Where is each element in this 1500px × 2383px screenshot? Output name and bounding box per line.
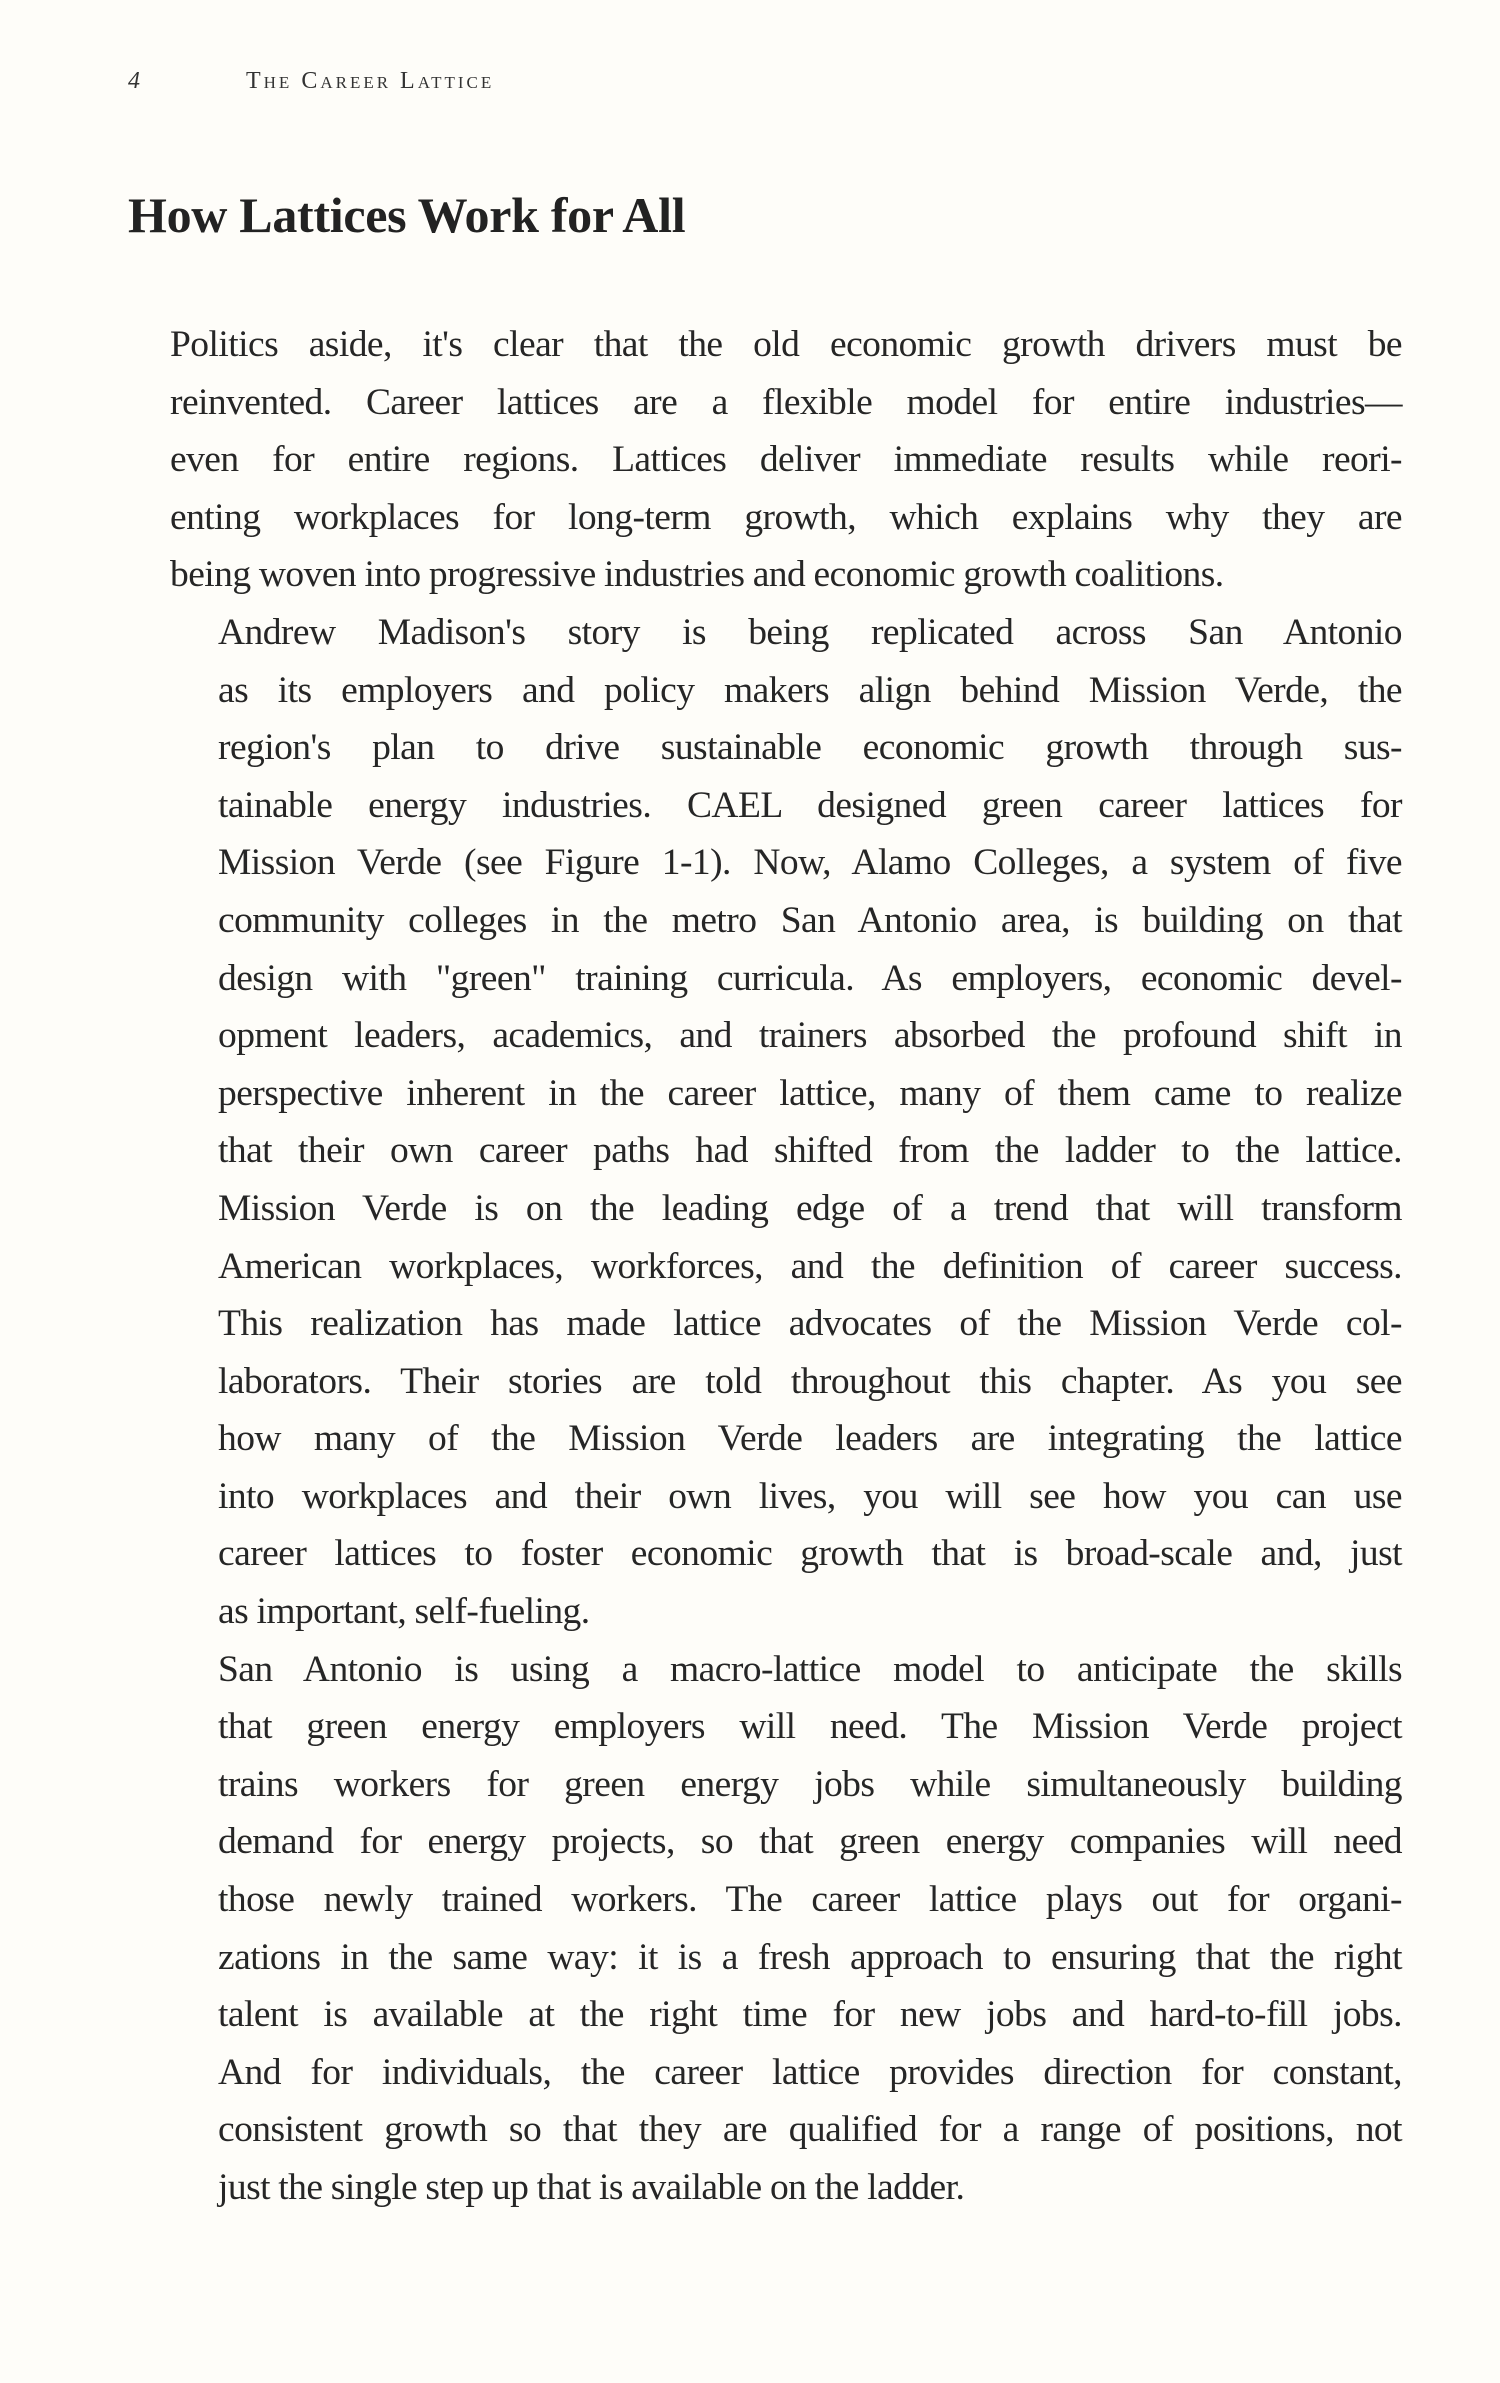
page-number: 4 xyxy=(128,68,140,94)
text-line: being woven into progressive industries and economic growth coalitions. xyxy=(170,554,1224,596)
text-line: into workplaces and their own lives, you will see how you can use xyxy=(218,1475,1402,1517)
paragraph xyxy=(170,1641,1402,2217)
text-line: San Antonio is using a macro-lattice model to anticipate the skills xyxy=(218,1648,1402,1690)
section-title: How Lattices Work for All xyxy=(128,187,686,243)
text-line: laborators. Their stories are told throughout this chapter. As you see xyxy=(218,1360,1402,1402)
text-line: trains workers for green energy jobs while simultaneously building xyxy=(218,1763,1402,1805)
text-line: those newly trained workers. The career lattice plays out for organi- xyxy=(218,1879,1402,1921)
text-line: Mission Verde is on the leading edge of a trend that will transform xyxy=(218,1187,1402,1229)
text-line: region's plan to drive sustainable economic growth through sus- xyxy=(218,727,1402,769)
text-line: as its employers and policy makers align behind Mission Verde, the xyxy=(218,669,1402,711)
text-line: perspective inherent in the career lattice, many of them came to realize xyxy=(218,1072,1402,1114)
text-line: that their own career paths had shifted from the ladder to the lattice. xyxy=(218,1130,1402,1172)
text-line: just the single step up that is available on the ladder. xyxy=(218,2167,965,2208)
text-line: consistent growth so that they are qualified for a range of positions, not xyxy=(218,2109,1402,2151)
text-line: Politics aside, it's clear that the old economic growth drivers must be xyxy=(170,324,1402,365)
text-line: as important, self-fueling. xyxy=(218,1591,590,1633)
paragraph xyxy=(170,604,1402,1641)
text-line: This realization has made lattice advocates of the Mission Verde col- xyxy=(218,1303,1402,1345)
text-line: even for entire regions. Lattices deliver immediate results while reori- xyxy=(170,439,1402,481)
paragraph xyxy=(170,316,1402,604)
text-line: community colleges in the metro San Antonio area, is building on that xyxy=(218,899,1402,941)
text-line: And for individuals, the career lattice provides direction for constant, xyxy=(218,2051,1402,2093)
text-line: enting workplaces for long-term growth, which explains why they are xyxy=(170,496,1402,538)
text-line: zations in the same way: it is a fresh approach to ensuring that the right xyxy=(218,1936,1402,1978)
text-line: how many of the Mission Verde leaders are integrating the lattice xyxy=(218,1418,1402,1460)
text-line: career lattices to foster economic growth that is broad-scale and, just xyxy=(218,1533,1402,1575)
text-line: reinvented. Career lattices are a flexible model for entire industries— xyxy=(170,381,1402,423)
text-line: that green energy employers will need. The Mission Verde project xyxy=(218,1706,1402,1748)
text-line: demand for energy projects, so that green energy companies will need xyxy=(218,1821,1402,1863)
text-line: American workplaces, workforces, and the definition of career success. xyxy=(218,1245,1402,1287)
text-line: tainable energy industries. CAEL designed green career lattices for xyxy=(218,784,1402,826)
running-head: The Career Lattice xyxy=(246,68,495,94)
text-line: design with "green" training curricula. As employers, economic devel- xyxy=(218,957,1402,999)
text-line: talent is available at the right time for new jobs and hard-to-fill jobs. xyxy=(218,1994,1402,2036)
body-text xyxy=(170,316,1402,2217)
page-header xyxy=(128,68,494,95)
text-line: opment leaders, academics, and trainers absorbed the profound shift in xyxy=(218,1015,1402,1057)
text-line: Mission Verde (see Figure 1-1). Now, Alamo Colleges, a system of five xyxy=(218,842,1402,884)
text-line: Andrew Madison's story is being replicated across San Antonio xyxy=(218,611,1402,653)
